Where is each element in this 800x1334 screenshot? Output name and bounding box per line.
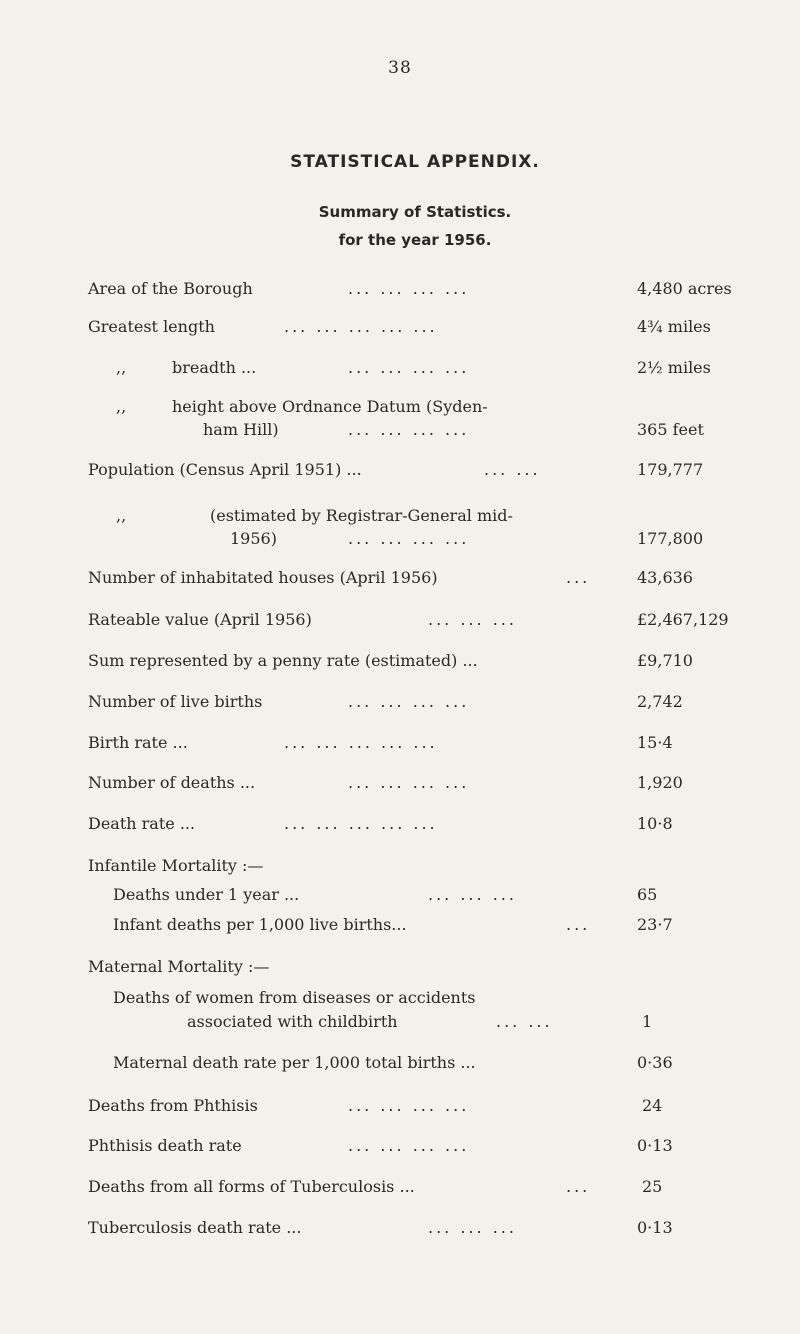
leader-dots: ... ...	[496, 1012, 553, 1031]
year-subtitle: for the year 1956.	[338, 231, 492, 249]
leader-dots: ... ... ... ... ...	[284, 317, 438, 336]
row-label: Deaths from all forms of Tuberculosis ...	[88, 1177, 415, 1196]
row-label: Area of the Borough	[88, 279, 253, 298]
row-label: Sum represented by a penny rate (estimated) ...	[88, 651, 478, 670]
leader-dots: ... ... ... ...	[348, 692, 470, 711]
row-label: (estimated by Registrar-General mid-	[210, 506, 513, 525]
row-label: Birth rate ...	[88, 733, 188, 752]
row-label: Infant deaths per 1,000 live births...	[113, 915, 407, 934]
leader-dots: ... ... ... ...	[348, 1096, 470, 1115]
row-label: Maternal death rate per 1,000 total births ...	[113, 1053, 476, 1072]
ditto-mark: ,,	[116, 397, 127, 416]
row-value: 179,777	[637, 460, 704, 479]
row-value: 365 feet	[637, 420, 704, 439]
row-label: Number of deaths ...	[88, 773, 256, 792]
row-label: Number of inhabitated houses (April 1956)	[88, 568, 438, 587]
row-value: 1,920	[637, 773, 683, 792]
ditto-mark: ,,	[116, 358, 127, 377]
ditto-mark: ,,	[116, 506, 127, 525]
row-value: 25	[642, 1177, 663, 1196]
row-value: 0·13	[637, 1136, 673, 1155]
row-value: 0·36	[637, 1053, 673, 1072]
section-heading: Maternal Mortality :—	[88, 957, 270, 976]
row-label: Deaths of women from diseases or accidents	[113, 988, 476, 1007]
section-heading: Infantile Mortality :—	[88, 856, 264, 875]
row-value: 24	[642, 1096, 663, 1115]
leader-dots: ... ... ...	[428, 610, 517, 629]
leader-dots: ...	[566, 1177, 591, 1196]
summary-subtitle: Summary of Statistics.	[318, 203, 512, 221]
leader-dots: ... ... ...	[428, 885, 517, 904]
row-label: Tuberculosis death rate ...	[88, 1218, 302, 1237]
row-label: Number of live births	[88, 692, 263, 711]
row-label: Population (Census April 1951) ...	[88, 460, 362, 479]
page-number: 38	[388, 58, 412, 78]
row-label: Deaths under 1 year ...	[113, 885, 300, 904]
row-label-continued: 1956)	[230, 529, 277, 548]
leader-dots: ...	[566, 915, 591, 934]
leader-dots: ... ... ... ...	[348, 1136, 470, 1155]
leader-dots: ... ... ...	[428, 1218, 517, 1237]
leader-dots: ... ...	[484, 460, 541, 479]
row-value: 23·7	[637, 915, 673, 934]
row-label: breadth ...	[172, 358, 257, 377]
row-label: height above Ordnance Datum (Syden-	[172, 397, 488, 416]
leader-dots: ... ... ... ... ...	[284, 814, 438, 833]
row-label: Rateable value (April 1956)	[88, 610, 312, 629]
row-label: Deaths from Phthisis	[88, 1096, 258, 1115]
row-value: 43,636	[637, 568, 693, 587]
row-label-continued: associated with childbirth	[187, 1012, 398, 1031]
row-value: 2½ miles	[637, 358, 711, 377]
leader-dots: ... ... ... ...	[348, 279, 470, 298]
row-value: 2,742	[637, 692, 683, 711]
row-label: Greatest length	[88, 317, 215, 336]
leader-dots: ... ... ... ...	[348, 529, 470, 548]
row-value: 65	[637, 885, 658, 904]
row-value: 1	[642, 1012, 653, 1031]
row-value: 4¾ miles	[637, 317, 711, 336]
row-label-continued: ham Hill)	[203, 420, 279, 439]
leader-dots: ... ... ... ...	[348, 420, 470, 439]
leader-dots: ... ... ... ... ...	[284, 733, 438, 752]
row-value: £9,710	[637, 651, 693, 670]
row-value: 4,480 acres	[637, 279, 732, 298]
leader-dots: ... ... ... ...	[348, 773, 470, 792]
row-value: 15·4	[637, 733, 673, 752]
row-value: 0·13	[637, 1218, 673, 1237]
row-value: 177,800	[637, 529, 704, 548]
leader-dots: ...	[566, 568, 591, 587]
leader-dots: ... ... ... ...	[348, 358, 470, 377]
row-value: £2,467,129	[637, 610, 729, 629]
appendix-title: STATISTICAL APPENDIX.	[290, 152, 540, 172]
row-label: Phthisis death rate	[88, 1136, 242, 1155]
row-label: Death rate ...	[88, 814, 196, 833]
row-value: 10·8	[637, 814, 673, 833]
